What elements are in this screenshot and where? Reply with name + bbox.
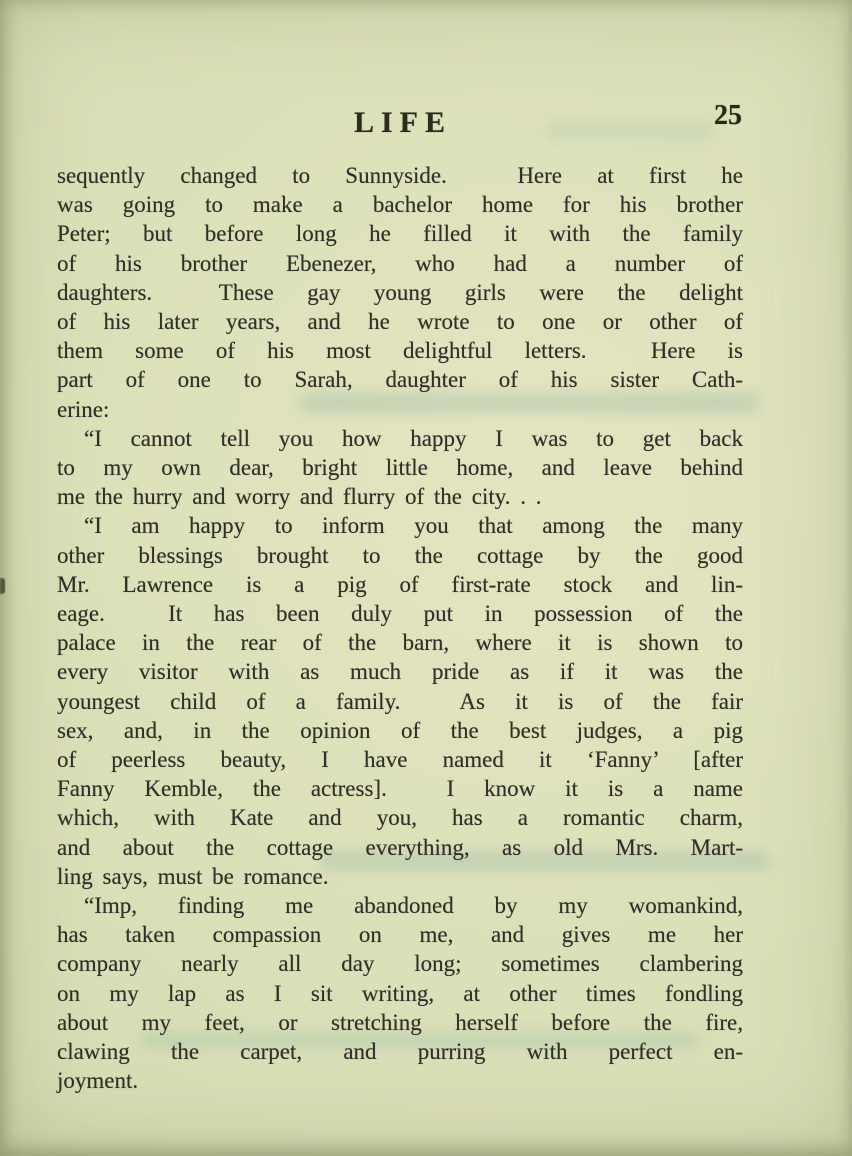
text-line: part of one to Sarah, daughter of his sister Cath- bbox=[57, 367, 743, 393]
text-line: other blessings brought to the cottage by the good bbox=[57, 542, 743, 568]
text-line: of his brother Ebenezer, who had a number of bbox=[57, 250, 743, 276]
text-line: “Imp, finding me abandoned by my womankind, bbox=[84, 893, 743, 919]
text-line: eage. It has been duly put in possession of the bbox=[57, 601, 743, 627]
text-line: erine: bbox=[57, 396, 110, 422]
text-line: Peter; but before long he filled it with the family bbox=[57, 221, 743, 247]
running-title: LIFE bbox=[353, 106, 453, 139]
text-line: to my own dear, bright little home, and leave behind bbox=[57, 455, 743, 481]
text-line: on my lap as I sit writing, at other times fondling bbox=[57, 980, 743, 1006]
text-line: about my feet, or stretching herself before the fire, bbox=[57, 1009, 743, 1035]
text-line: of peerless beauty, I have named it ‘Fanny’ [after bbox=[57, 747, 743, 773]
text-line: daughters. These gay young girls were the delight bbox=[57, 279, 743, 305]
text-line: clawing the carpet, and purring with perfect en- bbox=[57, 1039, 743, 1065]
text-line: “I am happy to inform you that among the many bbox=[84, 513, 743, 539]
text-line: ling says, must be romance. bbox=[57, 863, 329, 889]
text-line: sequently changed to Sunnyside. Here at first he bbox=[57, 163, 743, 188]
body-text bbox=[57, 161, 743, 1096]
text-line: company nearly all day long; sometimes clambering bbox=[57, 951, 743, 977]
text-line: Fanny Kemble, the actress]. I know it is a name bbox=[57, 776, 743, 802]
text-line: palace in the rear of the barn, where it is shown to bbox=[57, 630, 743, 656]
text-line: “I cannot tell you how happy I was to get back bbox=[84, 425, 743, 451]
text-line: joyment. bbox=[57, 1068, 139, 1094]
page-number: 25 bbox=[714, 100, 742, 131]
text-line: Mr. Lawrence is a pig of first-rate stock and lin- bbox=[57, 571, 743, 597]
text-line: which, with Kate and you, has a romantic charm, bbox=[57, 805, 743, 831]
edge-speck bbox=[0, 578, 5, 594]
text-line: every visitor with as much pride as if it was the bbox=[57, 659, 743, 685]
text-line: of his later years, and he wrote to one or other of bbox=[57, 309, 743, 335]
text-line: sex, and, in the opinion of the best judges, a pig bbox=[57, 717, 743, 743]
text-line: has taken compassion on me, and gives me her bbox=[57, 922, 743, 948]
text-line: was going to make a bachelor home for his brother bbox=[57, 192, 743, 218]
text-line: me the hurry and worry and flurry of the city. . . bbox=[57, 484, 542, 510]
text-line: youngest child of a family. As it is of the fair bbox=[57, 688, 743, 714]
text-line: and about the cottage everything, as old Mrs. Mart- bbox=[57, 834, 743, 860]
text-line: them some of his most delightful letters. Here is bbox=[57, 338, 743, 364]
